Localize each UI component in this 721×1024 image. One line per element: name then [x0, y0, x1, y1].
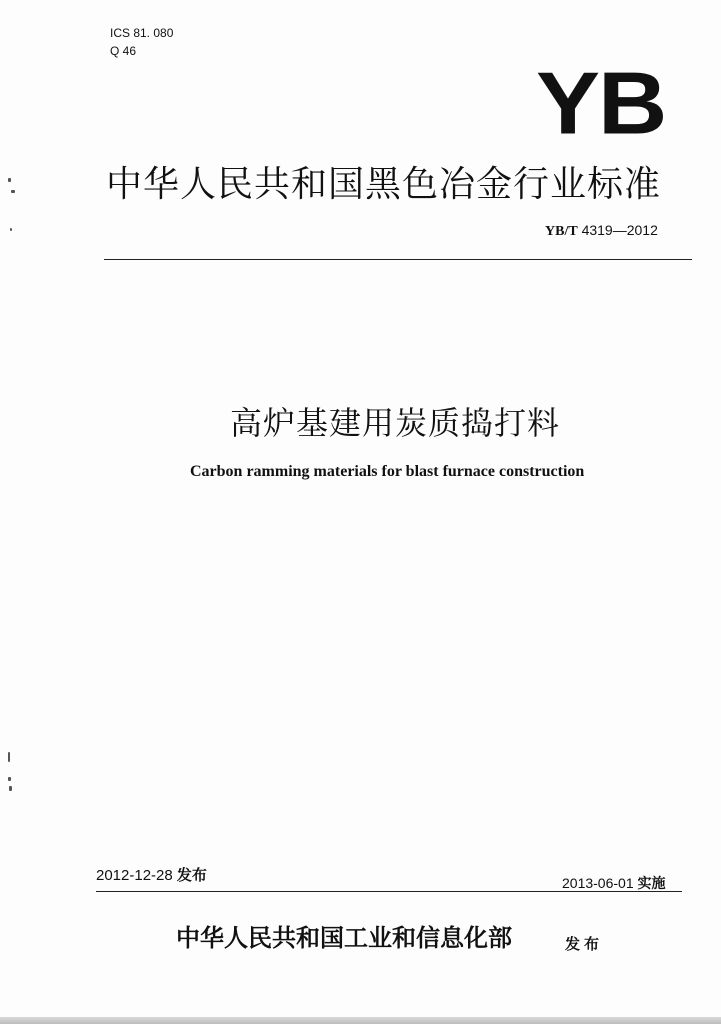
standard-code-prefix: YB/T — [545, 224, 578, 239]
bottom-divider — [96, 891, 682, 892]
scan-edge-bar — [0, 1017, 721, 1024]
document-title: 高炉基建用炭质捣打料 — [230, 404, 561, 442]
implement-date-label: 实施 — [637, 876, 666, 892]
implement-date-block — [562, 873, 666, 893]
standard-code-number: 4319—2012 — [581, 222, 658, 238]
implement-date: 2013-06-01 — [562, 875, 634, 891]
classification-code: Q 46 — [110, 44, 137, 58]
ics-block — [110, 24, 173, 60]
issuing-label: 发布 — [565, 935, 604, 953]
yb-logo: YB — [536, 54, 666, 153]
issue-date-block — [96, 864, 207, 885]
standard-code — [545, 222, 658, 240]
issue-date: 2012-12-28 — [96, 867, 173, 884]
document-subtitle-english: Carbon ramming materials for blast furnace construction — [190, 463, 585, 480]
organization-title: 中华人民共和国黑色冶金行业标准 — [106, 164, 662, 205]
issue-date-label: 发布 — [176, 866, 207, 884]
scan-speck — [9, 786, 12, 791]
scan-speck — [10, 228, 12, 231]
scan-speck — [8, 777, 11, 781]
scan-speck — [8, 178, 11, 182]
scan-speck — [8, 752, 10, 762]
issuing-authority: 中华人民共和国工业和信息化部 — [176, 923, 512, 952]
top-divider — [104, 259, 692, 260]
ics-code: ICS 81. 080 — [110, 26, 174, 40]
scan-speck — [11, 190, 15, 193]
